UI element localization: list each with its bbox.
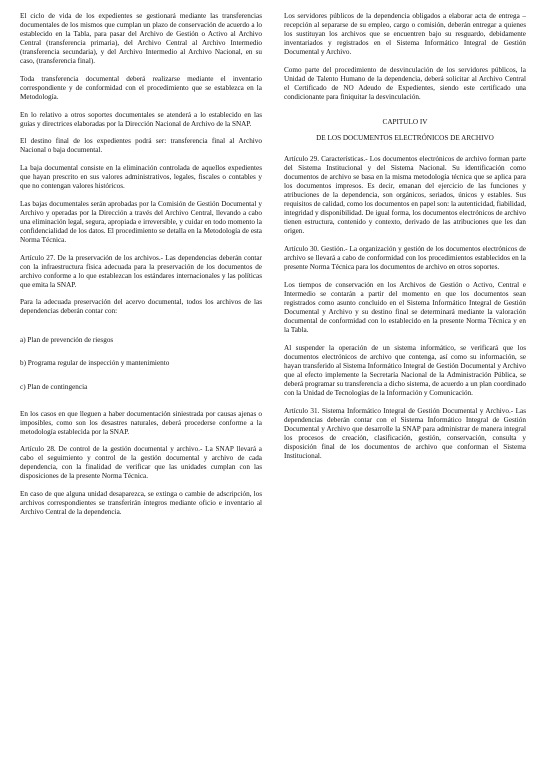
article-27-preservacion: Artículo 27. De la preservación de los archivos.- Las dependencias deberán contar con la infraestructura física adecuada para la preservación de los documentos de archivo conforme a lo que establezcan los estándares internacionales y las políticas que emita la SNAP. <box>20 253 262 289</box>
paragraph-tiempos-conservacion: Los tiempos de conservación en los Archivos de Gestión o Activo, Central e Intermedio se contarán a partir del momento en que los documentos sean registrados como asunto concluido en el Sistema Informático Integral de Gestión Documental y Archivo y su destino final se determinará mediante la valoración documental de conformidad con lo establecido en la presente Norma Técnica y en la Tabla. <box>284 280 526 335</box>
list-item-c: c) Plan de contingencia <box>20 382 88 391</box>
list-item-a: a) Plan de prevención de riesgos <box>20 336 114 345</box>
paragraph-servidores-publicos: Los servidores públicos de la dependencia obligados a elaborar acta de entrega – recepción al separarse de su empleo, cargo o comisión, deberán entregar a quienes los sustituyan los archivos que se encuentren bajo su resguardo, debidamente inventariados y registrados en el Sistema Informático Integral de Gestión Documental y Archivo. <box>284 12 526 57</box>
paragraph-desvinculacion: Como parte del procedimiento de desvinculación de los servidores públicos, la Unidad de Talento Humano de la dependencia, deberá solicitar al Archivo Central el Certificado de NO Adeudo de Expedientes, siendo este certificado una condicionante para finiquitar la desvinculación. <box>284 65 526 101</box>
list-item-b: b) Programa regular de inspección y mantenimiento <box>20 359 170 368</box>
paragraph-baja-documental: La baja documental consiste en la eliminación controlada de aquellos expedientes que hayan prescrito en sus valores administrativos, legales, fiscales o contables y que no contengan valores históricos. <box>20 163 262 191</box>
paragraph-transferencia: Toda transferencia documental deberá realizarse mediante el inventario correspondiente y de conformidad con el procedimiento que se establezca en la Metodología. <box>20 74 262 101</box>
paragraph-preservacion-acervo: Para la adecuada preservación del acervo documental, todos los archivos de las dependencias deberán contar con: <box>20 298 262 316</box>
article-30-gestion: Artículo 30. Gestión.- La organización y gestión de los documentos electrónicos de archivo se llevará a cabo de conformidad con los procedimientos establecidos en la presente Norma Técnica para los documentos de archivo en otros soportes. <box>284 245 526 272</box>
paragraph-suspender-operacion: Al suspender la operación de un sistema informático, se verificará que los documentos electrónicos de archivo que contenga, así como su información, se hayan transferido al Sistema Informático Integral de Gestión Documental y Archivo que al efecto implemente la Secretaría Nacional de la Administración Pública, se deberá programar su transferencia a dicho sistema, de acuerdo a un plan coordinado con la Unidad de Tecnologías de la Información y Comunicación. <box>284 343 526 397</box>
article-29-caracteristicas: Artículo 29. Características.- Los documentos electrónicos de archivo forman parte del Sistema Institucional y del Sistema Nacional. Su identificación como documentos de archivo se basa en la misma metodología técnica que se aplica para los documentos impresos. Es decir, emanan del ejercicio de las funciones y atribuciones de la dependencia, son orgánicos, seriados, únicos y estables. Sus requisitos de calidad, como los documentos en papel son: la autenticidad, fiabilidad, integridad y disponibilidad. De igual forma, los documentos electrónicos de archivo tienen estructura, contenido y contexto, derivado de las atribuciones que les dan origen. <box>284 155 526 236</box>
chapter-title: CAPITULO IV <box>382 118 428 127</box>
left-column <box>20 12 262 526</box>
paragraph-ciclo-de-vida: El ciclo de vida de los expedientes se gestionará mediante las transferencias documentales de los mismos que cumplan un plazo de conservación de acuerdo a lo establecido en la Tabla, para pasar del Archivo de Gestión o Activo al Archivo Central (transferencia primaria), del Archivo Central al Archivo Intermedio (transferencia secundaria), y del Archivo Intermedio al Archivo Nacional, en su caso, (transferencia final). <box>20 12 262 66</box>
paragraph-siniestrada: En los casos en que lleguen a haber documentación siniestrada por causas ajenas o imposibles, como son los desastres naturales, deberá procederse conforme a la metodología establecida por la SNAP. <box>20 409 262 436</box>
paragraph-bajas-aprobadas: Las bajas documentales serán aprobadas por la Comisión de Gestión Documental y Archivo y operadas por la Dirección a través del Archivo Central, llevando a cabo una eliminación legal, segura, apropiada e irreversible, y cuidar en todo momento la confidencialidad de los datos. El procedimiento se detalla en la Metodología de esta Norma Técnica. <box>20 199 262 244</box>
paragraph-otros-soportes: En lo relativo a otros soportes documentales se atenderá a lo establecido en las guías y directrices elaboradas por la Dirección Nacional de Archivo de la SNAP. <box>20 110 262 128</box>
paragraph-unidad-desaparezca: En caso de que alguna unidad desaparezca, se extinga o cambie de adscripción, los archivos correspondientes se transferirán íntegros mediante oficio e inventario al Archivo Central de la dependencia. <box>20 490 262 517</box>
article-28-control: Artículo 28. De control de la gestión documental y archivo.- La SNAP llevará a cabo el seguimiento y control de la gestión documental y archivo de cada dependencia, con la finalidad de verificar que las unidades cumplan con las disposiciones de la presente Norma Técnica. <box>20 445 262 481</box>
paragraph-destino-final: El destino final de los expedientes podrá ser: transferencia final al Archivo Nacional o baja documental. <box>20 137 262 155</box>
chapter-subtitle: DE LOS DOCUMENTOS ELECTRÓNICOS DE ARCHIVO <box>316 134 494 143</box>
right-column <box>284 12 526 469</box>
article-31-sistema: Artículo 31. Sistema Informático Integral de Gestión Documental y Archivo.- Las dependencias deberán contar con el Sistema Informático Integral de Gestión Documental y Archivo que desarrolle la SNAP para administrar de manera integral los procesos de creación, clasificación, gestión, conservación, consulta y disposición final de los documentos de archivo que conforman el Sistema Institucional. <box>284 406 526 460</box>
